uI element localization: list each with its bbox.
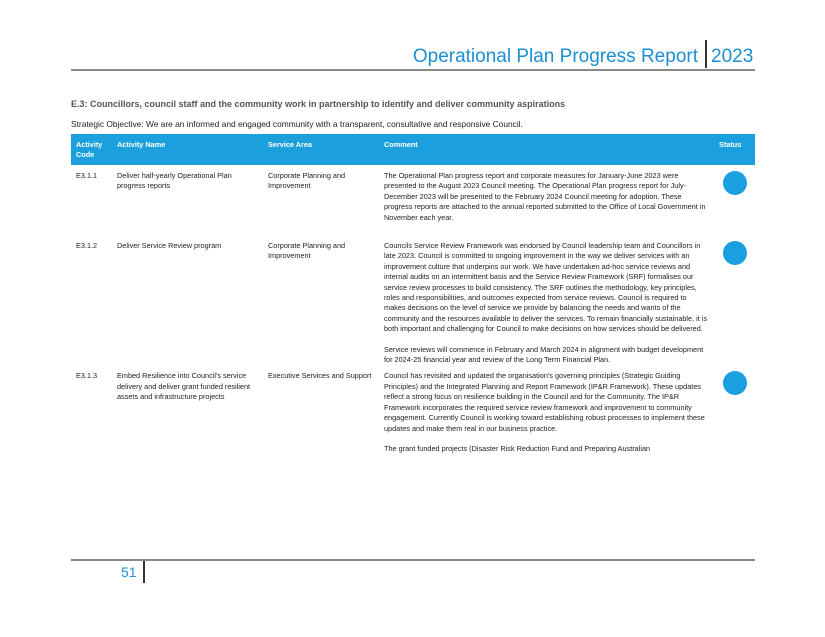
status-indicator (723, 171, 747, 195)
table-row (71, 235, 755, 365)
comment-paragraph: Council has revisited and updated the organisation's governing principles (Strategic Guiding Principles) and the Integrated Planning and Report Framework (IP&R Framework). These updates reflect a strong focus on resilience building in the Council and for the Community. The IP&R Framework incorporates the required service review framework and improvement to community engagement. Currently Council is working toward establishing robust processes to implement these updates and make them real in our business practice. (384, 371, 705, 433)
comment (379, 235, 714, 365)
activity-name: Deliver half-yearly Operational Plan progress reports (117, 171, 232, 191)
status-cell (714, 235, 755, 365)
page-number: 51 (121, 564, 137, 580)
activity-code: E3.1.3 (76, 371, 98, 381)
header-rule (71, 69, 755, 71)
strategic-objective: Strategic Objective: We are an informed and engaged community with a transparent, consultative and responsive Council. (71, 119, 523, 129)
status-cell (714, 165, 755, 235)
comment-paragraph: Councils Service Review Framework was endorsed by Council leadership team and Councillors in late 2023. Council is committed to ongoing improvement in the way we deliver services with an improvement culture that underpins our work. We have undertaken ad-hoc service reviews and internal audits on an intermittent basis and the Service Review Framework (SRF) formalises our service review processes to build consistency. The SRF outlines the methodology, key principles, roles and responsibilities, and outcomes expected from service reviews. Council is required to makes decisions on the level of service we provide by balancing the needs and wants of the community and the resources available to deliver the services. To remain financially sustainable, it is both important and challenging for Council to make decisions on how services should be delivered. (384, 241, 708, 334)
activity-name: Deliver Service Review program (117, 241, 222, 250)
activity-code: E3.1.1 (76, 171, 98, 180)
status-indicator (723, 241, 747, 265)
header-status: Status (714, 134, 755, 165)
activity-code: E3.1.2 (76, 241, 98, 250)
comment-paragraph: The Operational Plan progress report and corporate measures for January-June 2023 were presented to the August 2023 Council meeting. The Operational Plan progress report for July-December 2023 will be presented to the February 2024 Council meeting for adoption. These progress reports are attached to the annual reported submitted to the Office of Local Government in November each year. (384, 171, 706, 222)
activity-name: Embed Resilience into Council's service delivery and deliver grant funded resilient assets and infrastructure projects (117, 371, 251, 402)
header-activity-code: Activity Code (71, 134, 112, 165)
header-separator (705, 40, 707, 68)
table-header-row (71, 134, 755, 165)
report-year: 2023 (711, 46, 754, 67)
comment (379, 165, 714, 235)
status-cell (714, 365, 755, 454)
table-row (71, 365, 755, 454)
service-area: Corporate Planning and Improvement (268, 241, 346, 261)
service-area: Corporate Planning and Improvement (268, 171, 346, 191)
table-row (71, 165, 755, 235)
comment-paragraph: The grant funded projects (Disaster Risk Reduction Fund and Preparing Australian (384, 443, 651, 453)
footer-rule (71, 559, 755, 561)
section-title: E.3: Councillors, council staff and the community work in partnership to identify and deliver community aspirations (71, 99, 566, 109)
header-service-area: Service Area (263, 134, 379, 165)
service-area: Executive Services and Support (268, 371, 372, 381)
header-activity-name: Activity Name (112, 134, 263, 165)
activity-table (71, 134, 755, 454)
comment (379, 365, 714, 454)
report-title: Operational Plan Progress Report (412, 46, 698, 67)
page-number-separator (143, 561, 145, 583)
status-indicator (723, 371, 747, 395)
comment-paragraph: Service reviews will commence in February and March 2024 in alignment with budget development for 2024-25 financial year and review of the Long Term Financial Plan. (384, 344, 704, 365)
header-comment: Comment (379, 134, 714, 165)
